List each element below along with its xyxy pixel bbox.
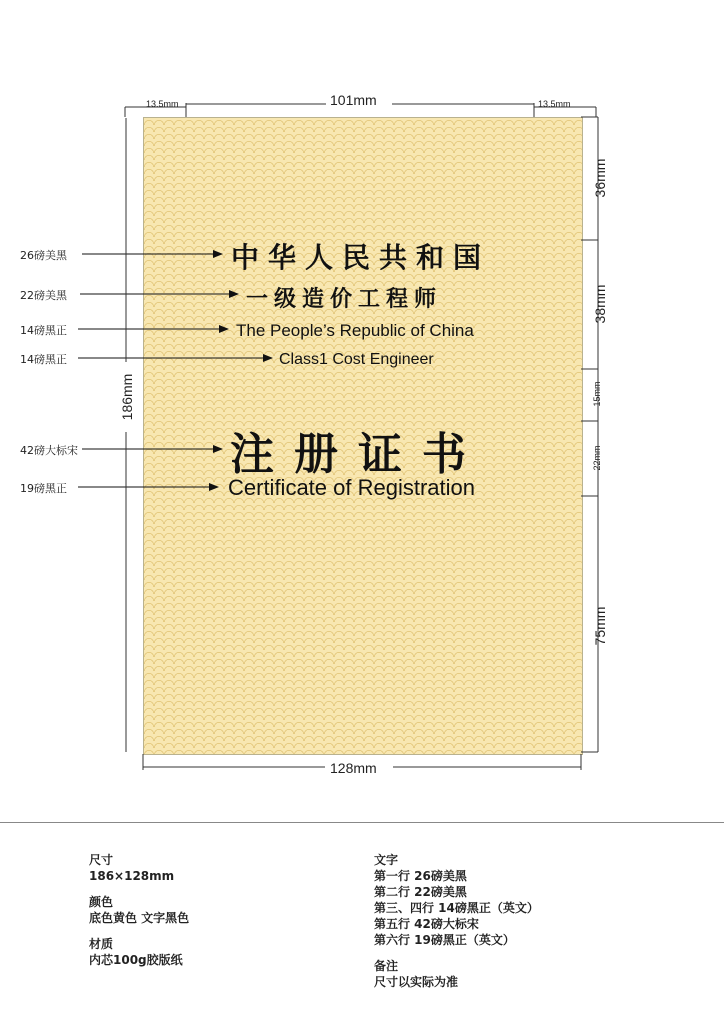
size-title: 尺寸	[89, 853, 114, 867]
annotation-line-6: 19磅黑正	[20, 482, 67, 495]
dim-right-36: 36mm	[592, 158, 608, 198]
text-line-3: 第三、四行 14磅黑正（英文）	[374, 901, 539, 915]
dim-right-22: 22mm	[592, 445, 602, 471]
cert-line-3: The People’s Republic of China	[236, 321, 474, 340]
note-value: 尺寸以实际为准	[374, 975, 459, 989]
spec-left	[89, 852, 189, 968]
dim-bottom-width: 128mm	[330, 760, 377, 776]
material-value: 内芯100g胶版纸	[89, 953, 183, 967]
text-line-4: 第五行 42磅大标宋	[374, 917, 479, 931]
dim-height: 186mm	[119, 373, 135, 421]
cert-line-6: Certificate of Registration	[228, 475, 475, 500]
dim-right-38: 38mm	[592, 284, 608, 324]
annotation-line-1: 26磅美黑	[20, 249, 67, 262]
text-line-2: 第二行 22磅美黑	[374, 885, 467, 899]
color-title: 颜色	[89, 895, 114, 909]
divider	[0, 822, 724, 823]
dim-right-75: 75mm	[592, 606, 608, 646]
dim-top-left-margin: 13.5mm	[146, 99, 179, 109]
annotation-line-3: 14磅黑正	[20, 324, 67, 337]
size-value: 186×128mm	[89, 869, 175, 883]
text-title: 文字	[374, 853, 399, 867]
note-title: 备注	[374, 959, 399, 973]
text-line-1: 第一行 26磅美黑	[374, 869, 467, 883]
cert-line-4: Class1 Cost Engineer	[279, 351, 434, 368]
dim-right-15: 15mm	[592, 381, 602, 407]
annotation-line-5: 42磅大标宋	[20, 444, 78, 457]
annotation-line-4: 14磅黑正	[20, 353, 67, 366]
cert-line-2: 一级造价工程师	[246, 287, 443, 312]
annotation-line-2: 22磅美黑	[20, 289, 67, 302]
cert-line-1: 中华人民共和国	[231, 241, 491, 274]
text-line-5: 第六行 19磅黑正（英文）	[374, 933, 515, 947]
spec-right	[374, 852, 539, 990]
dim-top-right-margin: 13.5mm	[538, 99, 571, 109]
cert-line-5: 注册证书	[230, 429, 486, 480]
color-value: 底色黄色 文字黑色	[89, 911, 190, 925]
material-title: 材质	[89, 937, 114, 951]
dim-top-width: 101mm	[330, 92, 377, 108]
